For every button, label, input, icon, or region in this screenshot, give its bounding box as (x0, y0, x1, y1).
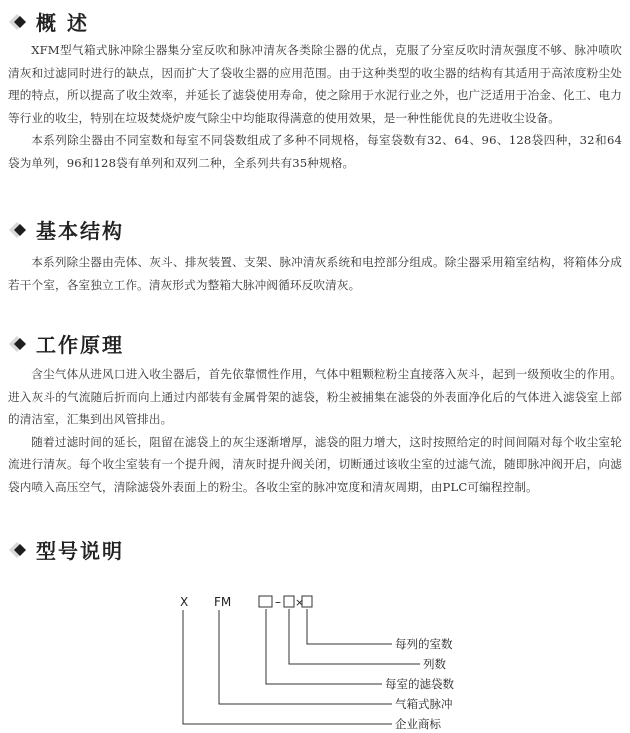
code-letters-fm: FM (214, 595, 232, 609)
diamond-bullet-icon (8, 333, 28, 355)
label-trademark: 企业商标 (395, 717, 441, 731)
code-times: × (295, 596, 305, 609)
diamond-bullet-icon (8, 219, 28, 241)
overview-paragraph-1: XFM型气箱式脉冲除尘器集分室反吹和脉冲清灰各类除尘器的优点，克服了分室反吹时清灰强度不够、脉冲喷吹清灰和过滤同时进行的缺点，因而扩大了袋收尘器的应用范围。由于这种类型的收尘器的结构有其适用于高浓度粉尘处理的特点，所以提高了收尘效率，并延长了滤袋使用寿命，使之除用于水泥行业之外，也广泛适用于冶金、化工、电力等行业的收尘，特别在垃圾焚烧炉废气除尘中均能取得满意的使用效果，是一种性能优良的先进收尘设备。 (8, 43, 622, 125)
label-rows: 列数 (423, 657, 446, 671)
label-pulse-type: 气箱式脉冲 (395, 697, 453, 711)
code-box-rows (284, 596, 294, 607)
section-principle-title: 工作原理 (36, 333, 124, 357)
principle-paragraph-2: 随着过滤时间的延长，阻留在滤袋上的灰尘逐渐增厚，滤袋的阻力增大，这时按照给定的时间间隔对每个收尘室轮流进行清灰。每个收尘室装有一个提升阀，清灰时提升阀关闭，切断通过该收尘室的过滤气流，随即脉冲阀开启，向滤袋内喷入高压空气，清除滤袋外表面上的粉尘。各收尘室的脉冲宽度和清灰周期，由PLC可编程控制。 (8, 434, 622, 494)
code-box-bags (259, 596, 272, 607)
principle-paragraph-1: 含尘气体从进风口进入收尘器后，首先依靠惯性作用，气体中粗颗粒粉尘直接落入灰斗，起到一级预收尘的作用。进入灰斗的气流随后折而向上通过内部装有金属骨架的滤袋，粉尘被捕集在滤袋的外表面净化后的气体进入滤袋室上部的清洁室，汇集到出风管排出。 (8, 367, 622, 426)
overview-body (8, 39, 622, 174)
section-overview-header (8, 7, 89, 36)
structure-paragraph-1: 本系列除尘器由壳体、灰斗、排灰装置、支架、脉冲清灰系统和电控部分组成。除尘器采用箱室结构，将箱体分成若干个室，各室独立工作。清灰形式为整箱大脉冲阀循环反吹清灰。 (8, 255, 622, 292)
code-dash: – (275, 595, 281, 609)
section-principle-header (8, 329, 124, 358)
section-structure-title: 基本结构 (36, 219, 124, 243)
leader-lines (183, 609, 420, 724)
section-structure-header (8, 215, 124, 244)
code-letter-x: X (180, 595, 189, 609)
label-bags-per-room: 每室的滤袋数 (385, 677, 454, 691)
diamond-bullet-icon (8, 539, 28, 561)
section-model-title: 型号说明 (36, 539, 124, 563)
overview-paragraph-2: 本系列除尘器由不同室数和每室不同袋数组成了多种不同规格，每室袋数有32、64、96、128袋四种，32和64袋为单列，96和128袋有单列和双列二种，全系列共有35种规格。 (8, 133, 622, 170)
diamond-bullet-icon (8, 11, 28, 33)
section-model-header (8, 535, 124, 564)
structure-body (8, 251, 622, 296)
label-rooms-per-row: 每列的室数 (395, 637, 453, 651)
model-code-diagram (0, 580, 630, 733)
principle-body (8, 363, 622, 498)
section-overview-title: 概 述 (36, 11, 89, 35)
